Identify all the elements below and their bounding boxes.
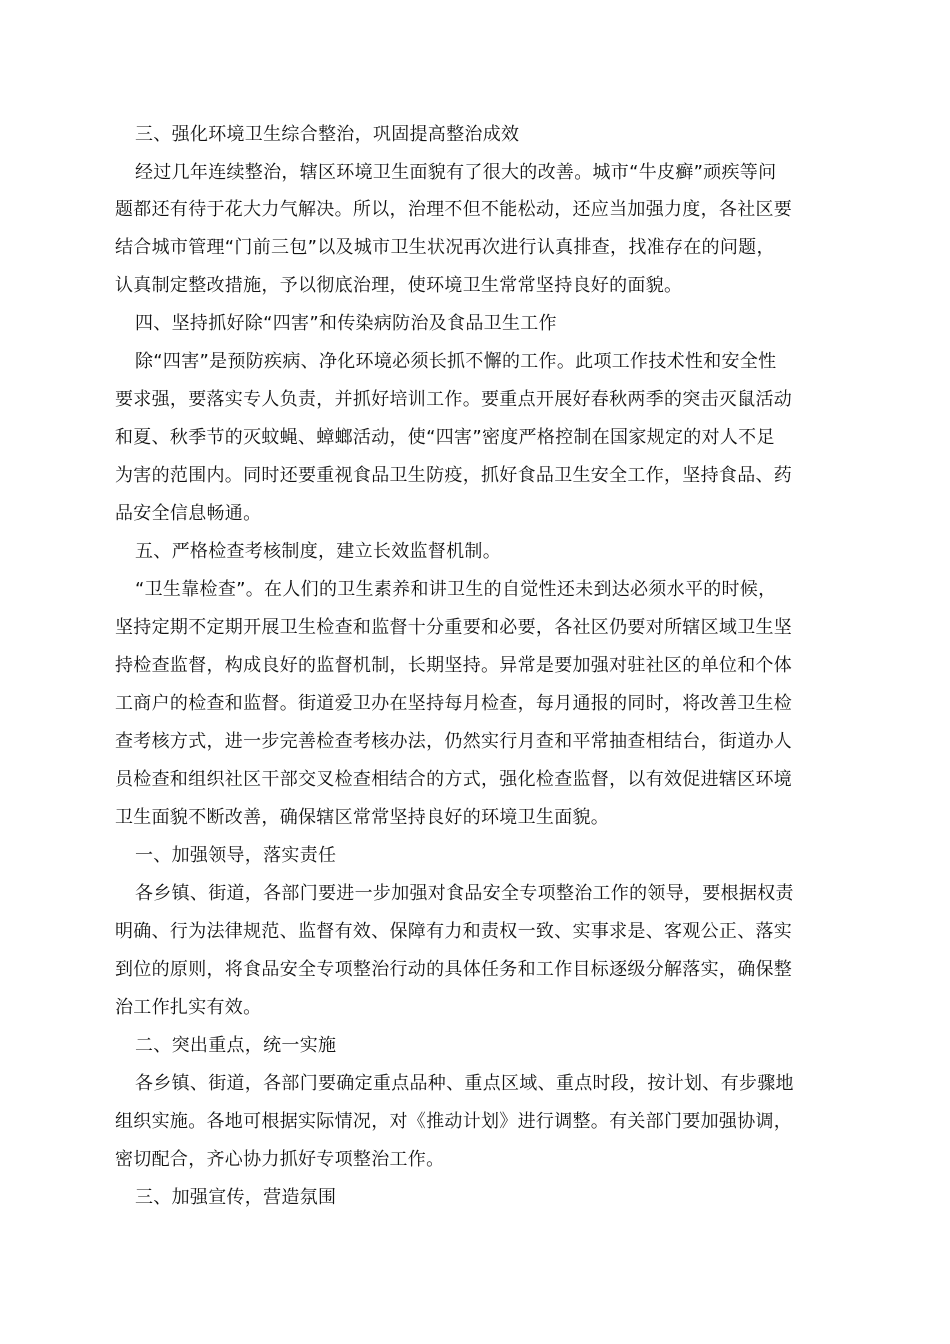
- paragraph-line: 治工作扎实有效。: [115, 997, 262, 1018]
- paragraph-line: 卫生面貌不断改善，确保辖区常常坚持良好的环境卫生面貌。: [115, 807, 610, 828]
- section-heading: 三、加强宣传，营造氛围: [135, 1187, 337, 1208]
- paragraph-line: 工商户的检查和监督。街道爱卫办在坚持每月检查，每月通报的同时，将改善卫生检: [115, 693, 793, 714]
- paragraph-line: 要求强，要落实专人负责，并抓好培训工作。要重点开展好春秋两季的突击灭鼠活动: [115, 389, 793, 410]
- paragraph-line: 各乡镇、街道，各部门要进一步加强对食品安全专项整治工作的领导，要根据权责: [135, 883, 794, 904]
- paragraph-line: 到位的原则，将食品安全专项整治行动的具体任务和工作目标逐级分解落实，确保整: [115, 959, 793, 980]
- paragraph-line: 品安全信息畅通。: [115, 503, 262, 524]
- paragraph-line: 密切配合，齐心协力抓好专项整治工作。: [115, 1149, 445, 1170]
- paragraph-line: “卫生靠检查”。在人们的卫生素养和讲卫生的自觉性还未到达必须水平的时候，: [135, 579, 777, 600]
- paragraph-line: 结合城市管理“门前三包”以及城市卫生状况再次进行认真排查，找准存在的问题，: [115, 237, 775, 258]
- paragraph-line: 经过几年连续整治，辖区环境卫生面貌有了很大的改善。城市“牛皮癣”顽疾等问: [135, 162, 777, 183]
- paragraph-line: 为害的范围内。同时还要重视食品卫生防疫，抓好食品卫生安全工作，坚持食品、药: [115, 465, 793, 486]
- paragraph-line: 题都还有待于花大力气解决。所以，治理不但不能松动，还应当加强力度，各社区要: [115, 199, 793, 220]
- paragraph-line: 认真制定整改措施，予以彻底治理，使环境卫生常常坚持良好的面貌。: [115, 275, 683, 296]
- section-heading: 三、强化环境卫生综合整治，巩固提高整治成效: [135, 124, 520, 145]
- paragraph-line: 除“四害”是预防疾病、净化环境必须长抓不懈的工作。此项工作技术性和安全性: [135, 351, 777, 372]
- paragraph-line: 员检查和组织社区干部交叉检查相结合的方式，强化检查监督，以有效促进辖区环境: [115, 769, 793, 790]
- paragraph-line: 和夏、秋季节的灭蚊蝇、蟑螂活动，使“四害”密度严格控制在国家规定的对人不足: [115, 427, 775, 448]
- section-heading: 五、严格检查考核制度，建立长效监督机制。: [135, 541, 501, 562]
- paragraph-line: 查考核方式，进一步完善检查考核办法，仍然实行月查和平常抽查相结台，街道办人: [115, 731, 793, 752]
- paragraph-line: 各乡镇、街道，各部门要确定重点品种、重点区域、重点时段，按计划、有步骤地: [135, 1073, 794, 1094]
- section-heading: 一、加强领导，落实责任: [135, 845, 337, 866]
- paragraph-line: 持检查监督，构成良好的监督机制，长期坚持。异常是要加强对驻社区的单位和个体: [115, 655, 793, 676]
- paragraph-line: 坚持定期不定期开展卫生检查和监督十分重要和必要，各社区仍要对所辖区域卫生坚: [115, 617, 793, 638]
- paragraph-line: 明确、行为法律规范、监督有效、保障有力和责权一致、实事求是、客观公正、落实: [115, 921, 793, 942]
- section-heading: 二、突出重点，统一实施: [135, 1035, 337, 1056]
- section-heading: 四、坚持抓好除“四害”和传染病防治及食品卫生工作: [135, 313, 557, 334]
- paragraph-line: 组织实施。各地可根据实际情况，对《推动计划》进行调整。有关部门要加强协调，: [115, 1111, 793, 1132]
